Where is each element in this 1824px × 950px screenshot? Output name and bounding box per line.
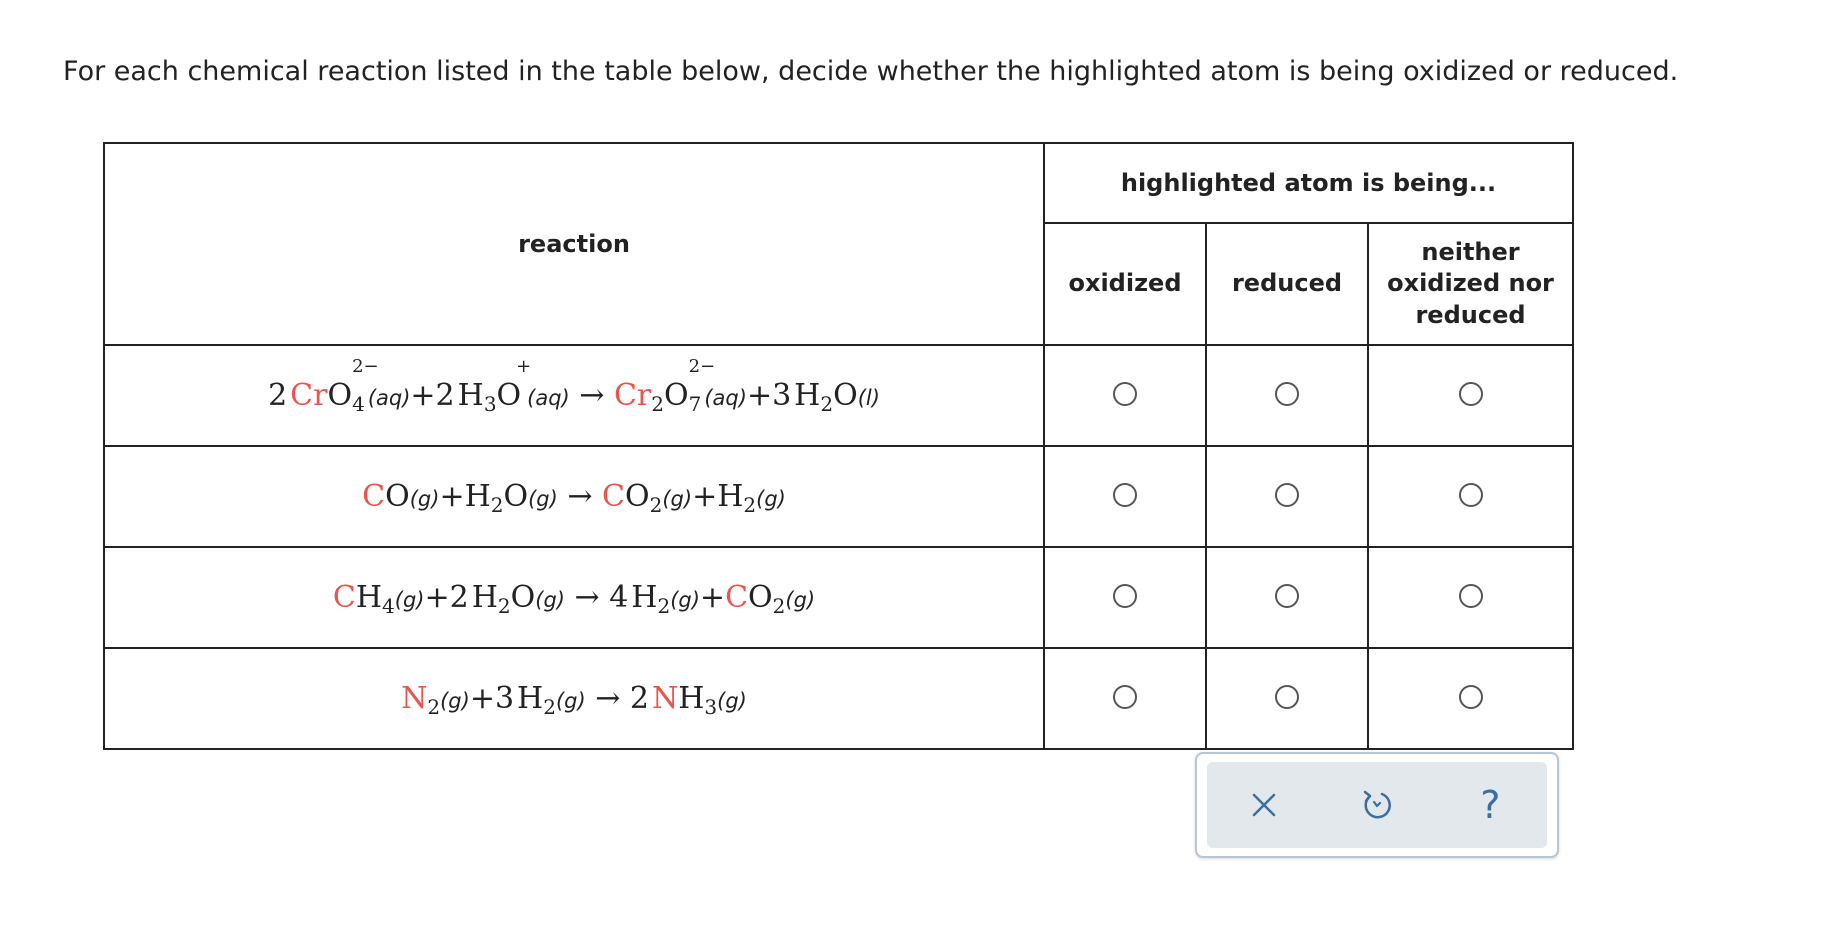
oxidized-cell bbox=[1044, 345, 1206, 446]
neither-radio[interactable] bbox=[1459, 382, 1483, 406]
reaction-cell bbox=[104, 345, 1044, 446]
undo-icon bbox=[1360, 788, 1394, 822]
oxidized-radio[interactable] bbox=[1113, 483, 1137, 507]
reaction-equation-4: $N_2(g)+3$ $H_2(g) \to 2$ $NH_3(g)$ bbox=[401, 681, 747, 719]
reaction-equation-1: 2 CrO$_4$ 2− (aq)+2 $H_3O$ + $(aq) \to Cr_2O_7$ 2− (aq)+3 $H_2O(l)$ bbox=[268, 356, 880, 416]
reaction-equation-3: $CH_4(g)+2$ $H_2O(g) \to 4$ $H_2(g)+CO_2(g)$ bbox=[332, 580, 816, 618]
neither-radio[interactable] bbox=[1459, 685, 1483, 709]
neither-cell bbox=[1368, 648, 1573, 749]
reaction-table bbox=[103, 142, 1574, 750]
reaction-cell bbox=[104, 648, 1044, 749]
help-button[interactable] bbox=[1460, 775, 1520, 835]
help-icon: ? bbox=[1480, 783, 1501, 827]
neither-radio[interactable] bbox=[1459, 483, 1483, 507]
oxidized-radio[interactable] bbox=[1113, 584, 1137, 608]
reduced-radio[interactable] bbox=[1275, 584, 1299, 608]
neither-header: neither oxidized nor reduced bbox=[1368, 223, 1573, 345]
reaction-cell bbox=[104, 446, 1044, 547]
instructions-text: For each chemical reaction listed in the table below, decide whether the highlighted atom is being oxidized or reduced. bbox=[63, 56, 1679, 87]
reduced-cell bbox=[1206, 547, 1368, 648]
oxidized-cell bbox=[1044, 446, 1206, 547]
clear-button[interactable] bbox=[1234, 775, 1294, 835]
reduced-header: reduced bbox=[1206, 223, 1368, 345]
neither-radio[interactable] bbox=[1459, 584, 1483, 608]
reaction-equation-2: $CO(g)+H_2O(g) \to CO_2(g)+H_2(g)$ bbox=[362, 479, 786, 517]
neither-cell bbox=[1368, 345, 1573, 446]
reduced-cell bbox=[1206, 648, 1368, 749]
answer-toolbar bbox=[1195, 752, 1559, 858]
oxidized-radio[interactable] bbox=[1113, 685, 1137, 709]
oxidized-header: oxidized bbox=[1044, 223, 1206, 345]
undo-button[interactable] bbox=[1347, 775, 1407, 835]
reduced-radio[interactable] bbox=[1275, 382, 1299, 406]
neither-cell bbox=[1368, 446, 1573, 547]
reaction-header: reaction bbox=[104, 143, 1044, 345]
oxidized-cell bbox=[1044, 547, 1206, 648]
oxidized-cell bbox=[1044, 648, 1206, 749]
table-row bbox=[104, 648, 1573, 749]
toolbar-panel bbox=[1207, 762, 1547, 848]
reduced-cell bbox=[1206, 446, 1368, 547]
reduced-radio[interactable] bbox=[1275, 685, 1299, 709]
reaction-cell bbox=[104, 547, 1044, 648]
reduced-cell bbox=[1206, 345, 1368, 446]
close-icon bbox=[1251, 792, 1277, 818]
reduced-radio[interactable] bbox=[1275, 483, 1299, 507]
table-row bbox=[104, 547, 1573, 648]
neither-cell bbox=[1368, 547, 1573, 648]
table-row bbox=[104, 446, 1573, 547]
highlighted-atom-header: highlighted atom is being... bbox=[1044, 143, 1573, 223]
table-row bbox=[104, 345, 1573, 446]
oxidized-radio[interactable] bbox=[1113, 382, 1137, 406]
